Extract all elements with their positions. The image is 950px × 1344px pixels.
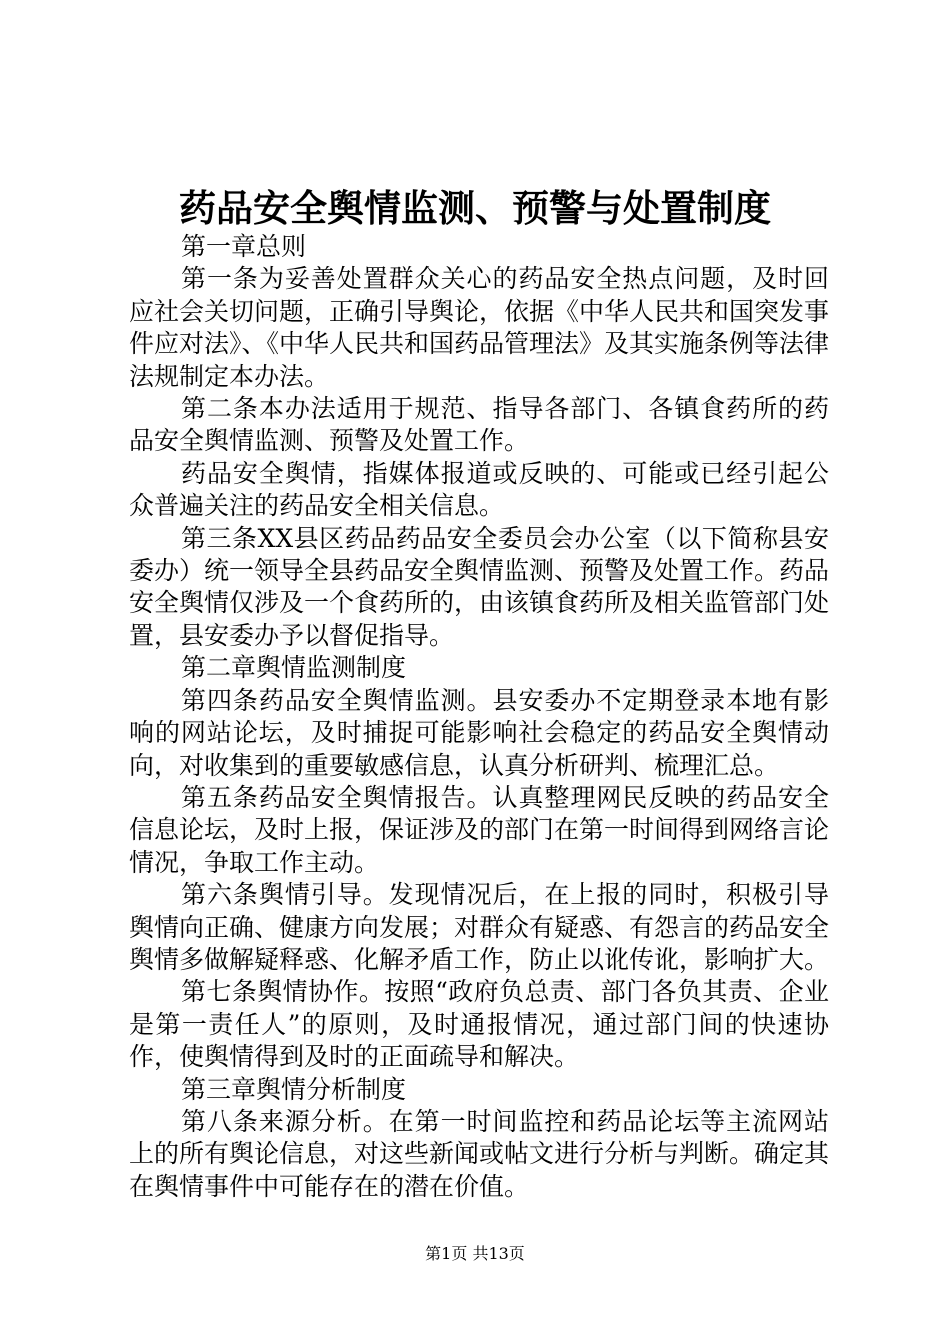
page-footer: 第1页 共13页 xyxy=(425,1244,525,1263)
document-title: 药品安全舆情监测、预警与处置制度 xyxy=(179,186,771,230)
paragraph: 第一条为妥善处置群众关心的药品安全热点问题，及时回应社会关切问题，正确引导舆论，依据《中华人民共和国突发事件应对法》、《中华人民共和国药品管理法》及其实施条例等法律法规制定本办法。 xyxy=(129,264,830,391)
paragraph: 第六条舆情引导。发现情况后，在上报的同时，积极引导舆情向正确、健康方向发展；对群众有疑惑、有怨言的药品安全舆情多做解疑释惑、化解矛盾工作，防止以讹传讹，影响扩大。 xyxy=(129,880,830,974)
paragraph: 第四条药品安全舆情监测。县安委办不定期登录本地有影响的网站论坛，及时捕捉可能影响社会稳定的药品安全舆情动向，对收集到的重要敏感信息，认真分析研判、梳理汇总。 xyxy=(129,685,829,780)
paragraph: 第七条舆情协作。按照“政府负总责、部门各负其责、企业是第一责任人”的原则，及时通报情况，通过部门间的快速协作，使舆情得到及时的正面疏导和解决。 xyxy=(129,977,829,1072)
paragraph: 第二条本办法适用于规范、指导各部门、各镇食药所的药品安全舆情监测、预警及处置工作。 xyxy=(129,394,829,456)
paragraph: 第三条XX县区药品药品安全委员会办公室（以下简称县安委办）统一领导全县药品安全舆情监测、预警及处置工作。药品安全舆情仅涉及一个食药所的，由该镇食药所及相关监管部门处置，县安委办予以督促指导。 xyxy=(129,523,830,650)
paragraph: 第八条来源分析。在第一时间监控和药品论坛等主流网站上的所有舆论信息，对这些新闻或帖文进行分析与判断。确定其在舆情事件中可能存在的潜在价值。 xyxy=(129,1106,830,1201)
chapter-heading: 第三章舆情分析制度 xyxy=(181,1074,407,1104)
chapter-heading: 第二章舆情监测制度 xyxy=(181,653,407,683)
paragraph: 第五条药品安全舆情报告。认真整理网民反映的药品安全信息论坛，及时上报，保证涉及的部门在第一时间得到网络言论情况，争取工作主动。 xyxy=(129,782,830,877)
chapter-heading: 第一章总则 xyxy=(181,232,307,261)
document-body xyxy=(129,231,829,1203)
paragraph: 药品安全舆情，指媒体报道或反映的、可能或已经引起公众普遍关注的药品安全相关信息。 xyxy=(129,458,829,521)
